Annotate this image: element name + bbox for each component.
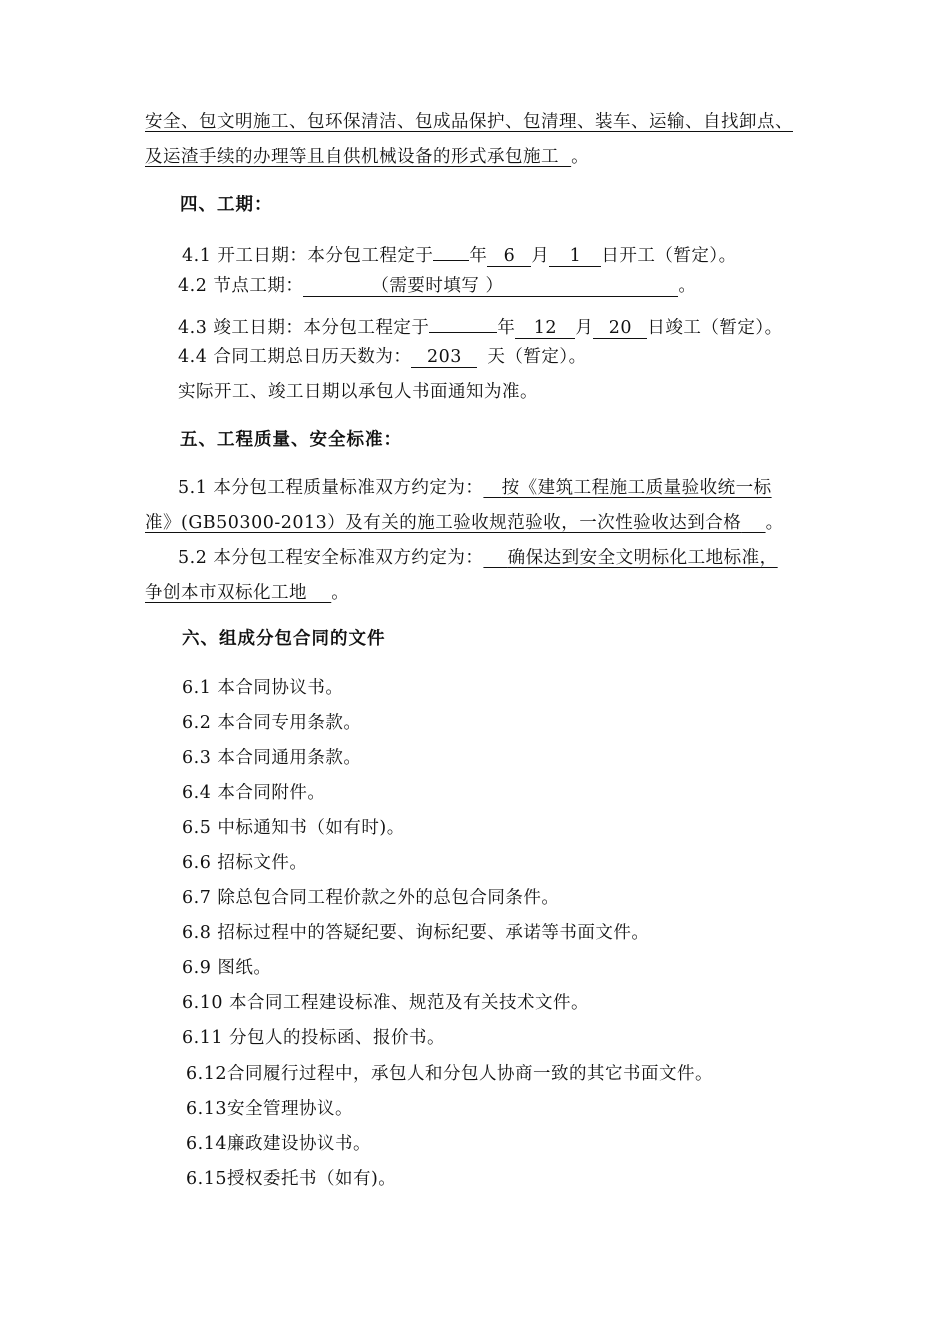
- quality-value-gap: [741, 513, 765, 533]
- milestone-value: （需要时填写 ）: [371, 276, 504, 296]
- doc-item-4: 6.4 本合同附件。: [182, 783, 326, 803]
- doc-item-7: 6.7 除总包合同工程价款之外的总包合同条件。: [182, 888, 560, 908]
- start-date-suffix: 日开工（暂定）。: [601, 246, 737, 266]
- safety-line-1: [178, 546, 778, 570]
- completion-suffix: 日竣工（暂定）。: [647, 318, 783, 338]
- safety-value-1: 确保达到安全文明标化工地标准，: [507, 548, 778, 568]
- quality-prefix: 5.1 本分包工程质量标准双方约定为：: [178, 478, 484, 498]
- scope-text-1: 安全、包文明施工、包环保清洁、包成品保护、包清理、装车、运输、自找卸点、: [145, 112, 793, 132]
- safety-prefix: 5.2 本分包工程安全标准双方约定为：: [178, 548, 484, 568]
- start-month-field: 6: [487, 244, 531, 267]
- completion-day-field: 20: [593, 316, 647, 339]
- start-year-field: [433, 238, 469, 261]
- doc-item-15: 6.15授权委托书（如有)。: [186, 1169, 397, 1189]
- start-month-unit: 月: [531, 246, 550, 266]
- total-days-line: [178, 345, 587, 369]
- milestone-suffix: 。: [678, 276, 697, 296]
- doc-item-14: 6.14廉政建设协议书。: [186, 1134, 371, 1154]
- doc-item-13: 6.13安全管理协议。: [186, 1099, 353, 1119]
- completion-month-field: 12: [515, 316, 575, 339]
- doc-item-3: 6.3 本合同通用条款。: [182, 748, 362, 768]
- doc-item-1: 6.1 本合同协议书。: [182, 678, 344, 698]
- start-date-prefix: 4.1 开工日期：本分包工程定于: [182, 246, 434, 266]
- quality-value-1: 按《建筑工程施工质量验收统一标: [501, 478, 772, 498]
- completion-month-unit: 月: [575, 318, 594, 338]
- completion-prefix: 4.3 竣工日期：本分包工程定于: [178, 318, 430, 338]
- start-date-line: [182, 238, 737, 268]
- total-days-prefix: 4.4 合同工期总日历天数为：: [178, 347, 412, 367]
- safety-line-2: [145, 581, 349, 605]
- quality-line-2: [145, 511, 784, 535]
- doc-item-6: 6.6 招标文件。: [182, 853, 308, 873]
- doc-item-12: 6.12合同履行过程中，承包人和分包人协商一致的其它书面文件。: [186, 1064, 713, 1084]
- doc-item-11: 6.11 分包人的投标函、报价书。: [182, 1028, 446, 1048]
- completion-date-line: [178, 310, 783, 340]
- completion-year-field: [429, 310, 497, 333]
- safety-value-gap: [307, 583, 331, 603]
- doc-item-2: 6.2 本合同专用条款。: [182, 713, 362, 733]
- quality-end: 。: [765, 513, 784, 533]
- total-days-suffix: 天（暂定）。: [487, 347, 587, 367]
- section-6-heading: 六、组成分包合同的文件: [182, 629, 386, 649]
- safety-value-2: 争创本市双标化工地: [145, 583, 307, 603]
- doc-item-5: 6.5 中标通知书（如有时)。: [182, 818, 405, 838]
- doc-item-8: 6.8 招标过程中的答疑纪要、询标纪要、承诺等书面文件。: [182, 923, 650, 943]
- section-5-heading: 五、工程质量、安全标准：: [180, 430, 402, 450]
- safety-end: 。: [331, 583, 350, 603]
- section-4-heading: 四、工期：: [180, 195, 273, 215]
- completion-year-unit: 年: [497, 318, 516, 338]
- safety-value-lead: [483, 548, 507, 568]
- start-day-field: 1: [549, 244, 601, 267]
- doc-item-9: 6.9 图纸。: [182, 958, 272, 978]
- scope-text-2-end: 。: [571, 147, 590, 167]
- doc-item-10: 6.10 本合同工程建设标准、规范及有关技术文件。: [182, 993, 590, 1013]
- start-year-unit: 年: [469, 246, 488, 266]
- schedule-note: 实际开工、竣工日期以承包人书面通知为准。: [178, 382, 538, 402]
- scope-text-2: 及运渣手续的办理等且自供机械设备的形式承包施工: [145, 147, 559, 167]
- milestone-prefix: 4.2 节点工期：: [178, 276, 304, 296]
- quality-value-2: 准》(GB50300-2013）及有关的施工验收规范验收，一次性验收达到合格: [145, 513, 742, 533]
- scope-text-2-gap: [559, 147, 571, 167]
- milestone-field: [303, 274, 678, 297]
- total-days-field: 203: [411, 345, 477, 368]
- quality-value-lead: [483, 478, 501, 498]
- quality-line-1: [178, 476, 772, 500]
- scope-line-1: [145, 110, 793, 134]
- scope-line-2: [145, 145, 589, 169]
- milestone-line: [178, 274, 696, 298]
